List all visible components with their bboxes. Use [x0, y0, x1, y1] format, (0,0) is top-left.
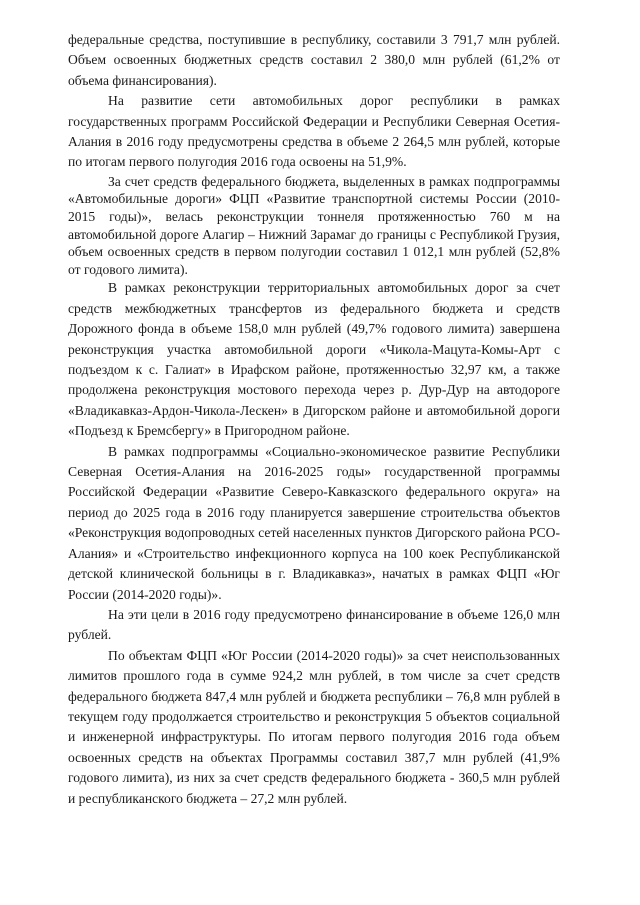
paragraph-funding: На эти цели в 2016 году предусмотрено финансирование в объеме 126,0 млн рублей.: [68, 606, 560, 643]
paragraph-road-network: На развитие сети автомобильных дорог республики в рамках государственных программ Российской Федерации и Республики Северная Осетия-Алания в 2016 году предусмотрены средства в объеме 2 264,5 млн рублей, которые по итогам первого полугодия 2016 года освоены на 51,9%.: [68, 93, 560, 170]
paragraph-budget-summary: федеральные средства, поступившие в республику, составили 3 791,7 млн рублей. Объем освоенных бюджетных средств составил 2 380,0 млн рублей (61,2% от объема финансирования).: [68, 32, 560, 88]
paragraph-tunnel-reconstruction: За счет средств федерального бюджета, выделенных в рамках подпрограммы «Автомобильные дороги» ФЦП «Развитие транспортной системы России (2010-2015 годы)», велась реконструкции тоннеля протяженностью 760 м на автомобильной дороге Алагир – Нижний Зарамаг до границы с Республикой Грузия, объем освоенных средств в первом полугодии составил 1 012,1 млн рублей (52,8% от годового лимита).: [68, 173, 560, 277]
paragraph-subprogram: В рамках подпрограммы «Социально-экономическое развитие Республики Северная Осетия-Алания на 2016-2025 годы» государственной программы Российской Федерации «Развитие Северо-Кавказского федерального округа» на период до 2025 года в 2016 году планируется завершение строительства объектов «Реконструкция водопроводных сетей населенных пунктов Дигорского района РСО-Алания» и «Строительство инфекционного корпуса на 100 коек Республиканской детской клинической больницы в г. Владикавказ», начатых в рамках ФЦП «Юг России (2014-2020 годы)».: [68, 443, 560, 602]
document-page: [68, 30, 560, 809]
paragraph-fcp-objects: По объектам ФЦП «Юг России (2014-2020 годы)» за счет неиспользованных лимитов прошлого года в сумме 924,2 млн рублей, в том числе за счет средств федерального бюджета 847,4 млн рублей и бюджета республики – 76,8 млн рублей в текущем году продолжается строительство и реконструкция 5 объектов социальной и инженерной инфраструктуры. По итогам первого полугодия 2016 года объем освоенных средств на объектах Программы составил 387,7 млн рублей (41,9% годового лимита), из них за счет средств федерального бюджета - 360,5 млн рублей и республиканского бюджета – 27,2 млн рублей.: [68, 647, 560, 806]
paragraph-territorial-roads: В рамках реконструкции территориальных автомобильных дорог за счет средств межбюджетных трансфертов из федерального бюджета и средств Дорожного фонда в объеме 158,0 млн рублей (49,7% годового лимита) завершена реконструкция участка автомобильной дороги «Чикола-Мацута-Комы-Арт с подъездом к с. Галиат» в Ирафском районе, протяженностью 32,97 км, а также продолжена реконструкция мостового перехода через р. Дур-Дур на автодороге «Владикавказ-Ардон-Чикола-Лескен» в Дигорском районе и автомобильной дороги «Подъезд к Бремсбергу» в Пригородном районе.: [68, 280, 560, 439]
